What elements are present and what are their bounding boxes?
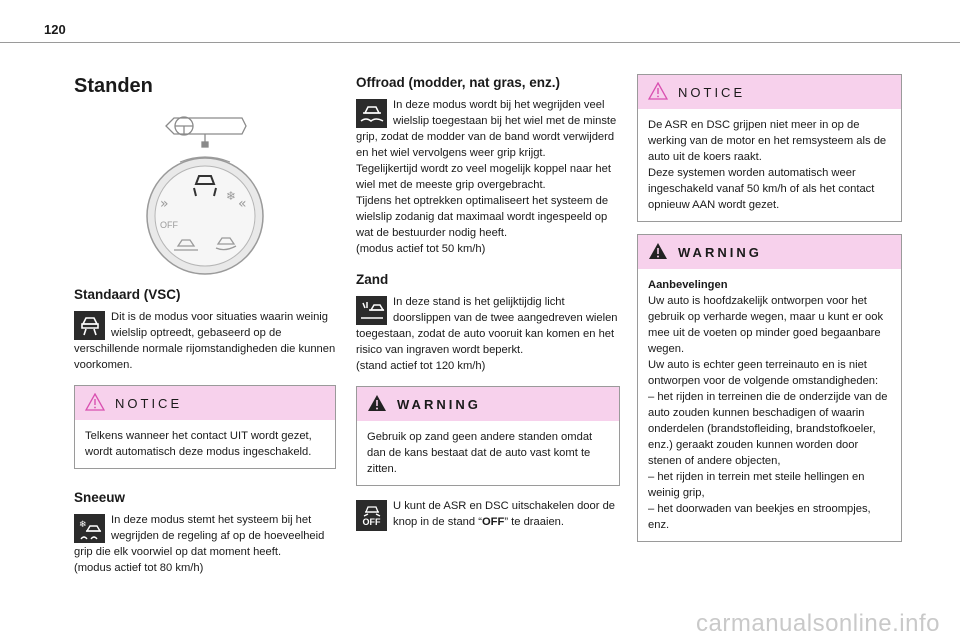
sneeuw-heading: Sneeuw (74, 490, 126, 505)
warning-text: Uw auto is hoofdzakelijk ontworpen voor het gebruik op verharde wegen, maar u kunt er ook mee uit de voeten op minder goed begaanbare wegen. Uw auto is echter geen terreinauto en is niet ontworpen voor de volgende omstandigheden: – het rijden in terreinen die de onderzijde van de auto zouden kunnen beschadigen of waarin onderdelen (brandstofleiding, brandstofkoeler, enz.) geraakt zouden kunnen worden door stenen of andere objecten, – het rijden in terrein met steile hellingen en weinig grip, – het doorwaden van beekjes en stroompjes, enz. (648, 295, 888, 531)
vsc-mode-icon (74, 311, 105, 340)
snow-mode-icon (74, 514, 105, 543)
notice-label: NOTICE (115, 395, 183, 411)
warning-header (357, 387, 619, 421)
warning-label: WARNING (397, 396, 481, 412)
notice-text: De ASR en DSC grijpen niet meer in op de werking van de motor en het remsysteem als de auto uit de koers raakt. Deze systemen worden automatisch weer ingeschakeld vanaf 50 km/h of als het contact opnieuw AAN wordt gezet. (648, 119, 887, 211)
off-text (356, 498, 620, 530)
section-title: Standen (74, 75, 153, 97)
notice-text: Telkens wanneer het contact UIT wordt gezet, wordt automatisch deze modus ingeschakeld. (85, 430, 312, 458)
standaard-text: Dit is de modus voor situaties waarin weinig wielslip optreedt, gebaseerd op de verschillende normale rijomstandigheden die kunnen voorkomen. (74, 311, 336, 371)
watermark: carmanualsonline.info (696, 610, 940, 637)
notice-box-asr (637, 74, 902, 222)
warning-icon (648, 242, 668, 263)
off-text-before: U kunt de ASR en DSC uitschakelen door de knop in de stand “ (393, 500, 616, 528)
standaard-block (74, 309, 336, 373)
sand-mode-icon (356, 296, 387, 325)
off-text-after: ” te draaien. (504, 516, 565, 528)
warning-title: Aanbevelingen (648, 279, 728, 291)
sneeuw-text: In deze modus stemt het systeem bij het wegrijden de regeling af op de hoeveelheid grip die elk voorwiel op dat moment heeft. (modus actief tot 80 km/h) (74, 514, 325, 574)
column-left (74, 74, 336, 576)
offroad-block (356, 97, 620, 257)
sneeuw-block (74, 512, 336, 576)
zand-block (356, 294, 620, 374)
svg-text:❄: ❄ (226, 189, 237, 203)
warning-header (638, 235, 901, 269)
notice-header (75, 386, 335, 420)
notice-header (638, 75, 901, 109)
notice-icon (648, 82, 668, 103)
warning-icon (367, 394, 387, 415)
offroad-heading: Offroad (modder, nat gras, enz.) (356, 75, 561, 90)
notice-label: NOTICE (678, 84, 746, 100)
off-block (356, 498, 620, 531)
page-number: 120 (44, 22, 66, 37)
header-divider (0, 42, 960, 43)
dial-off-label: OFF (160, 220, 178, 230)
svg-text:«: « (238, 196, 247, 212)
column-middle (356, 74, 620, 531)
off-mode-icon (356, 500, 387, 531)
notice-icon (85, 393, 105, 414)
warning-box-zand (356, 386, 620, 486)
zand-heading: Zand (356, 272, 389, 287)
mode-dial (147, 157, 263, 274)
steering-wheel-icon (166, 117, 246, 147)
standaard-heading: Standaard (VSC) (74, 287, 181, 302)
column-right (637, 74, 902, 542)
off-word: OFF (481, 516, 505, 528)
mode-selector-illustration (74, 108, 336, 278)
warning-body (638, 269, 901, 541)
notice-box-standaard (74, 385, 336, 469)
offroad-text: In deze modus wordt bij het wegrijden veel wielslip toegestaan bij het wiel met de minste grip, zodat de modder van de band wordt verwijderd en het wiel vervolgens weer grip krijgt. Tegelijkertijd wordt zo veel mogelijk koppel naar het wiel met de meeste grip overgebracht. Tijdens het optrekken optimaliseert het systeem de wielslip zodanig dat maximaal wordt ingespeeld op wat de bestuurder nodig heeft. (modus actief tot 50 km/h) (356, 99, 617, 255)
svg-text:»: » (160, 196, 169, 212)
zand-text: In deze stand is het gelijktijdig licht doorslippen van de twee aangedreven wielen toegestaan, zodat de auto vooruit kan komen en het risico van ingraven wordt beperkt. (stand actief tot 120 km/h) (356, 296, 618, 372)
warning-label: WARNING (678, 244, 762, 260)
warning-text: Gebruik op zand geen andere standen omdat dan de kans bestaat dat de auto vast komt te zitten. (367, 431, 593, 475)
warning-box-aanbevelingen (637, 234, 902, 542)
svg-text:❄: ❄ (78, 519, 87, 530)
offroad-mode-icon (356, 99, 387, 128)
off-icon-label: OFF (362, 516, 381, 527)
